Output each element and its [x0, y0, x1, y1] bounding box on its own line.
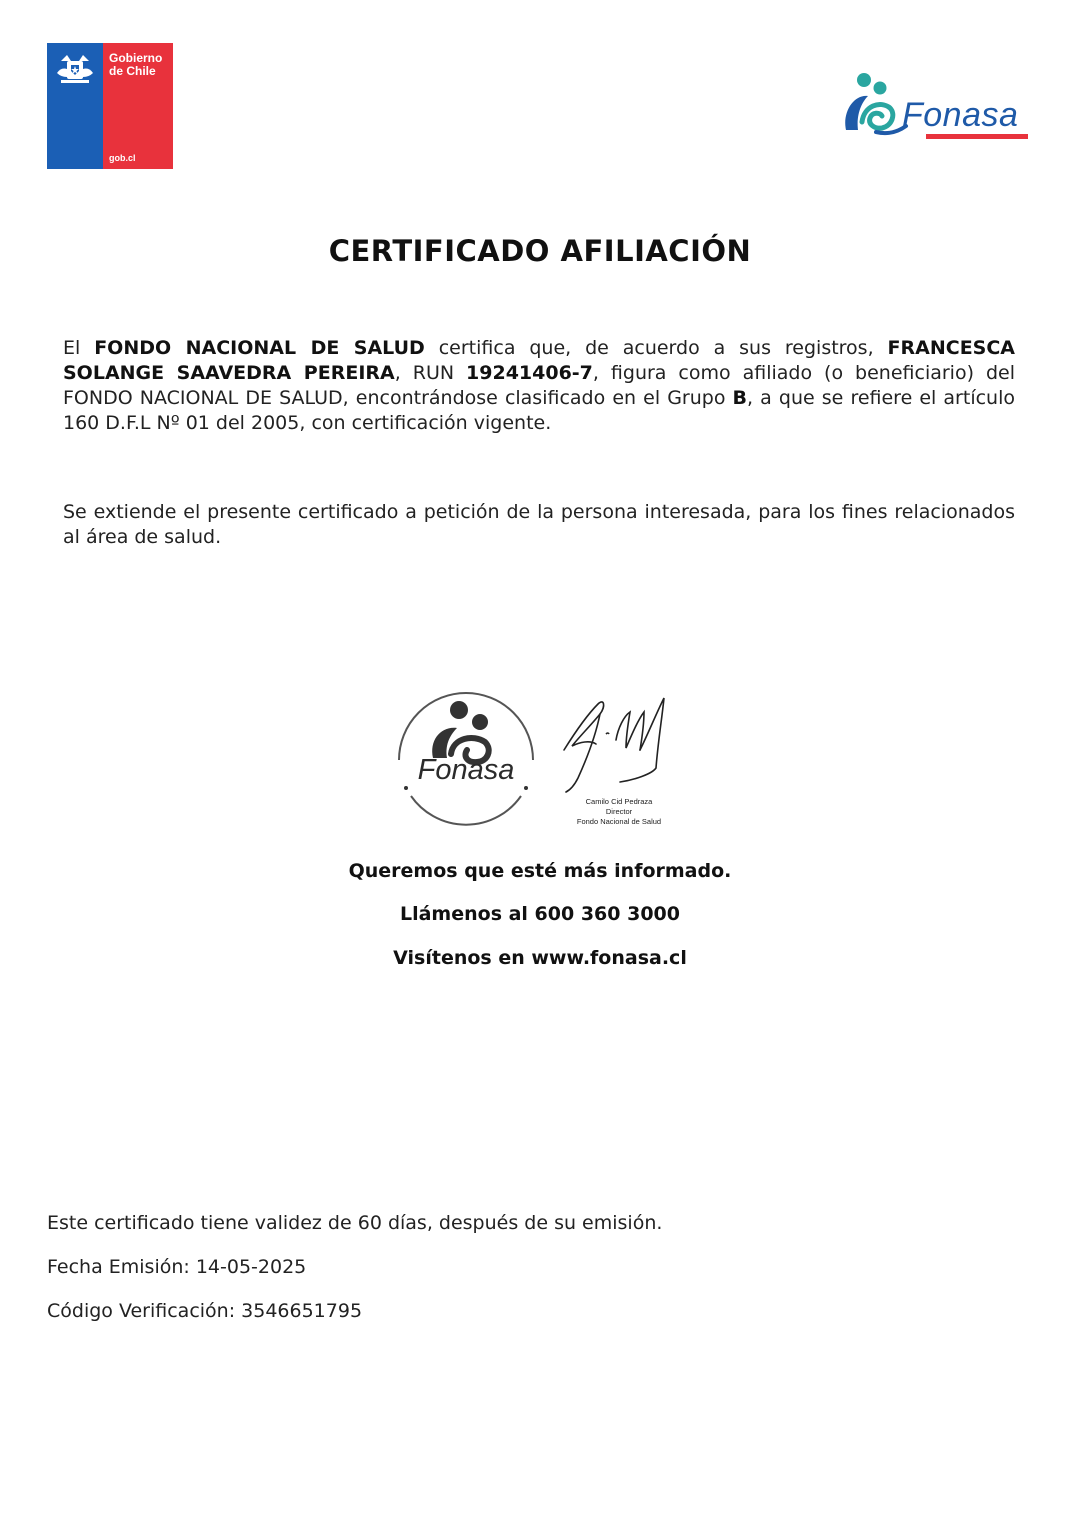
page-title: CERTIFICADO AFILIACIÓN: [328, 234, 752, 268]
gob-logo-blue-panel: [47, 43, 103, 169]
p1-group: B: [732, 387, 748, 409]
signer-role: Director: [605, 807, 633, 816]
gob-logo-url: gob.cl: [109, 153, 136, 163]
p1-text-1: El: [63, 337, 95, 359]
purpose-paragraph: Se extiende el presente certificado a petición de la persona interesada, para los fines relacionados al área de salud.: [63, 501, 1015, 548]
contact-line-phone: Llámenos al 600 360 3000: [399, 903, 680, 925]
gobierno-de-chile-logo: [47, 43, 173, 169]
fonasa-seal-wordmark: Fonasa: [417, 754, 515, 786]
signer-name: Camilo Cid Pedraza: [585, 797, 653, 806]
gob-logo-red-panel: [103, 43, 173, 169]
fonasa-header-underline: [926, 134, 1028, 139]
director-signature: [560, 694, 670, 794]
p1-text-3: , RUN: [394, 362, 467, 384]
contact-line-informed: Queremos que esté más informado.: [348, 860, 732, 882]
gob-logo-name-line1: Gobierno: [109, 51, 163, 65]
p1-text-4: , figura como afiliado (o beneficiario) del FONDO NACIONAL DE SALUD, encontrándose clasificado en el Grupo: [63, 362, 1015, 409]
fonasa-header-logo: [840, 72, 1035, 140]
contact-line-website: Visítenos en www.fonasa.cl: [393, 947, 687, 969]
p1-text-2: certifica que, de acuerdo a sus registros,: [424, 337, 888, 359]
signer-organization: Fondo Nacional de Salud: [576, 817, 662, 826]
p1-person-name: FRANCESCA SOLANGE SAAVEDRA PEREIRA: [63, 337, 1016, 384]
p1-run: 19241406-7: [466, 362, 593, 384]
certification-paragraph: [63, 336, 1015, 436]
p1-text-5: , a que se refiere el artículo 160 D.F.L Nº 01 del 2005, con certificación vigente.: [63, 387, 1015, 434]
validity-note: Este certificado tiene validez de 60 días, después de su emisión.: [47, 1212, 663, 1234]
gob-logo-name: [109, 52, 173, 78]
fonasa-seal: [393, 688, 539, 830]
chile-coat-of-arms-icon: [53, 51, 97, 87]
fonasa-header-wordmark: Fonasa: [902, 96, 1019, 134]
p1-institution: FONDO NACIONAL DE SALUD: [94, 337, 425, 359]
verification-code: Código Verificación: 3546651795: [47, 1300, 363, 1322]
gob-logo-name-line2: de Chile: [109, 64, 156, 78]
issue-date: Fecha Emisión: 14-05-2025: [47, 1256, 307, 1278]
signer-block: [560, 797, 678, 827]
